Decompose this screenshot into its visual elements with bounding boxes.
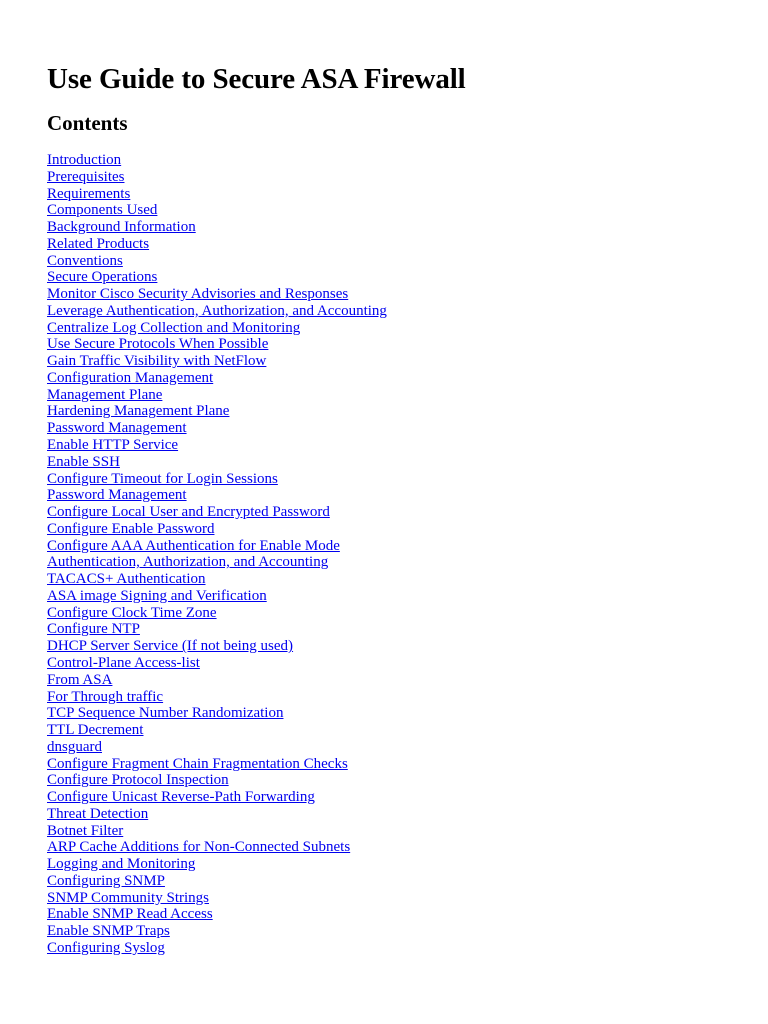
toc-item — [47, 873, 768, 890]
toc-link[interactable]: Requirements — [47, 185, 131, 202]
toc-item — [47, 672, 768, 689]
toc-item — [47, 504, 768, 521]
toc-link[interactable]: Background Information — [47, 219, 196, 236]
toc-item — [47, 605, 768, 622]
toc-link[interactable]: TTL Decrement — [47, 722, 144, 739]
toc-link[interactable]: For Through traffic — [47, 688, 164, 705]
toc-link[interactable]: Gain Traffic Visibility with NetFlow — [47, 353, 267, 370]
toc-link[interactable]: Configuring SNMP — [47, 872, 165, 889]
toc-item — [47, 336, 768, 353]
toc-item — [47, 454, 768, 471]
toc-link[interactable]: Configure Local User and Encrypted Password — [47, 504, 330, 521]
toc-item — [47, 538, 768, 555]
toc-item — [47, 303, 768, 320]
toc-link[interactable]: Management Plane — [47, 386, 163, 403]
toc-link[interactable]: SNMP Community Strings — [47, 889, 209, 906]
toc-link[interactable]: Monitor Cisco Security Advisories and Responses — [47, 286, 349, 303]
toc-item — [47, 169, 768, 186]
toc-link[interactable]: From ASA — [47, 671, 113, 688]
toc-link[interactable]: Configure Protocol Inspection — [47, 772, 229, 789]
toc-item — [47, 689, 768, 706]
toc-item — [47, 839, 768, 856]
toc-item — [47, 253, 768, 270]
toc-link[interactable]: Configure Timeout for Login Sessions — [47, 470, 278, 487]
toc-link[interactable]: Enable SNMP Read Access — [47, 906, 213, 923]
toc-link[interactable]: TCP Sequence Number Randomization — [47, 705, 284, 722]
toc-link[interactable]: Configure NTP — [47, 621, 140, 638]
toc-link[interactable]: Centralize Log Collection and Monitoring — [47, 319, 301, 336]
toc-item — [47, 403, 768, 420]
toc-item — [47, 554, 768, 571]
toc-link[interactable]: Configuration Management — [47, 369, 214, 386]
toc-item — [47, 588, 768, 605]
toc-item — [47, 655, 768, 672]
toc-link[interactable]: Enable SNMP Traps — [47, 923, 170, 940]
toc-item — [47, 521, 768, 538]
toc-link[interactable]: Conventions — [47, 252, 123, 269]
table-of-contents — [47, 136, 768, 957]
toc-item — [47, 353, 768, 370]
toc-link[interactable]: Components Used — [47, 202, 158, 219]
toc-item — [47, 219, 768, 236]
toc-item — [47, 236, 768, 253]
toc-item — [47, 906, 768, 923]
toc-link[interactable]: Configuring Syslog — [47, 939, 165, 956]
toc-link[interactable]: Configure AAA Authentication for Enable Mode — [47, 537, 340, 554]
toc-link[interactable]: Configure Clock Time Zone — [47, 604, 217, 621]
toc-link[interactable]: Secure Operations — [47, 269, 158, 286]
toc-item — [47, 856, 768, 873]
toc-link[interactable]: Use Secure Protocols When Possible — [47, 336, 269, 353]
toc-link[interactable]: Password Management — [47, 487, 187, 504]
toc-link[interactable]: Botnet Filter — [47, 822, 124, 839]
toc-item — [47, 705, 768, 722]
toc-link[interactable]: Prerequisites — [47, 168, 125, 185]
toc-link[interactable]: DHCP Server Service (If not being used) — [47, 638, 294, 655]
toc-item — [47, 806, 768, 823]
toc-item — [47, 370, 768, 387]
toc-item — [47, 387, 768, 404]
toc-item — [47, 890, 768, 907]
toc-link[interactable]: Enable SSH — [47, 453, 120, 470]
toc-item — [47, 471, 768, 488]
toc-link[interactable]: Password Management — [47, 420, 187, 437]
toc-link[interactable]: Control-Plane Access-list — [47, 654, 200, 671]
document-title: Use Guide to Secure ASA Firewall — [47, 63, 466, 95]
toc-item — [47, 152, 768, 169]
toc-link[interactable]: ARP Cache Additions for Non-Connected Subnets — [47, 839, 351, 856]
toc-item — [47, 940, 768, 957]
toc-item — [47, 789, 768, 806]
toc-item — [47, 487, 768, 504]
toc-link[interactable]: ASA image Signing and Verification — [47, 587, 267, 604]
toc-link[interactable]: TACACS+ Authentication — [47, 571, 206, 588]
contents-heading: Contents — [47, 111, 128, 135]
toc-item — [47, 756, 768, 773]
toc-item — [47, 621, 768, 638]
toc-item — [47, 823, 768, 840]
toc-link[interactable]: Hardening Management Plane — [47, 403, 230, 420]
toc-item — [47, 420, 768, 437]
toc-item — [47, 186, 768, 203]
toc-item — [47, 437, 768, 454]
toc-item — [47, 722, 768, 739]
toc-item — [47, 571, 768, 588]
toc-item — [47, 923, 768, 940]
toc-link[interactable]: Enable HTTP Service — [47, 437, 179, 454]
toc-link[interactable]: Related Products — [47, 235, 150, 252]
toc-item — [47, 320, 768, 337]
toc-item — [47, 202, 768, 219]
toc-link[interactable]: Configure Fragment Chain Fragmentation Checks — [47, 755, 348, 772]
toc-item — [47, 286, 768, 303]
toc-link[interactable]: Configure Unicast Reverse-Path Forwarding — [47, 789, 315, 806]
toc-item — [47, 772, 768, 789]
toc-item — [47, 739, 768, 756]
toc-link[interactable]: Authentication, Authorization, and Accounting — [47, 554, 329, 571]
toc-item — [47, 269, 768, 286]
toc-link[interactable]: dnsguard — [47, 738, 102, 755]
toc-item — [47, 638, 768, 655]
toc-link[interactable]: Leverage Authentication, Authorization, and Accounting — [47, 302, 387, 319]
toc-link[interactable]: Threat Detection — [47, 805, 149, 822]
toc-link[interactable]: Configure Enable Password — [47, 520, 215, 537]
toc-link[interactable]: Introduction — [47, 152, 122, 168]
toc-link[interactable]: Logging and Monitoring — [47, 856, 196, 873]
